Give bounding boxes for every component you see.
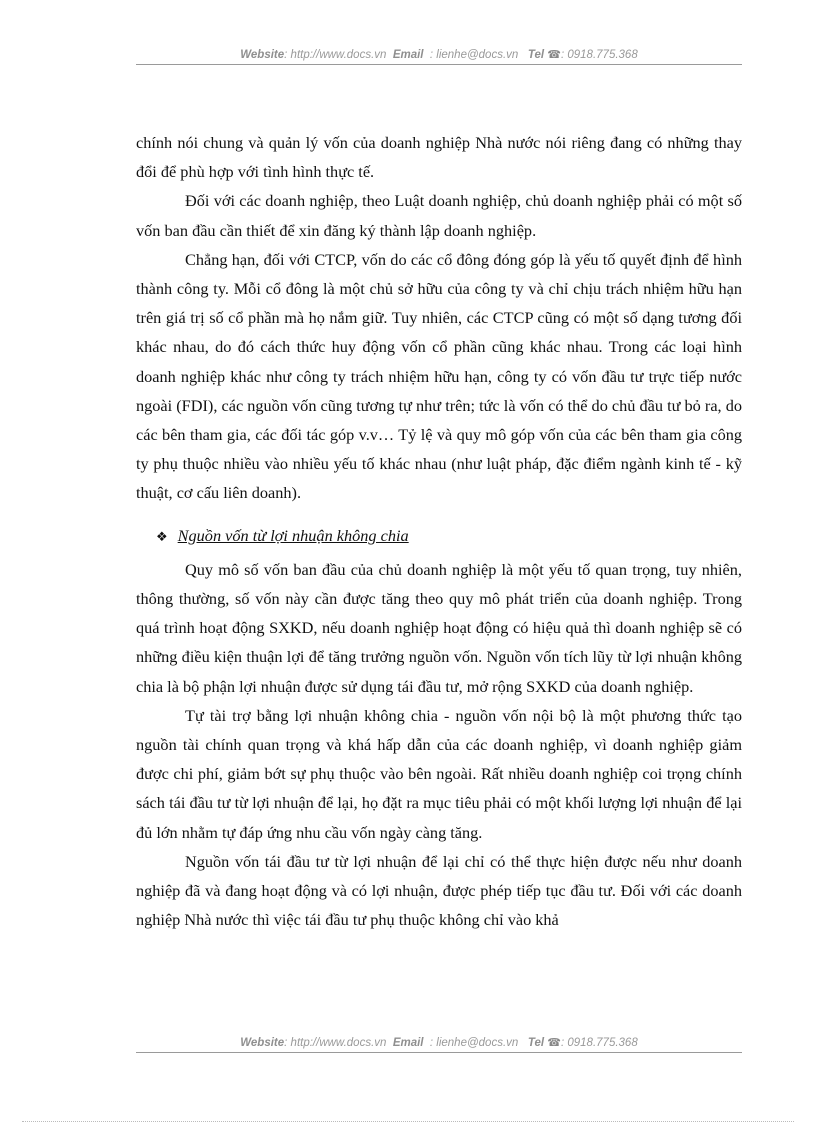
website-url: : http://www.docs.vn bbox=[284, 49, 387, 61]
paragraph: Nguồn vốn tái đầu tư từ lợi nhuận để lại chỉ có thể thực hiện được nếu như doanh nghiệp đã và đang hoạt động và có lợi nhuận, được phép tiếp tục đầu tư. Đối với các doanh nghiệp Nhà nước thì việc tái đầu tư phụ thuộc không chỉ vào khả bbox=[136, 851, 742, 930]
tel-label: Tel bbox=[527, 1037, 545, 1049]
paragraph: Chẳng hạn, đối với CTCP, vốn do các cổ đông đóng góp là yếu tố quyết định để hình thành công ty. Mỗi cổ đông là một chủ sở hữu của công ty và chỉ chịu trách nhiệm hữu hạn trên giá trị số cổ phần mà họ nắm giữ. Tuy nhiên, các CTCP cũng có một số dạng tương đối khác nhau, do đó cách thức huy động vốn cổ phần cũng khác nhau. Trong các loại hình doanh nghiệp khác như công ty trách nhiệm hữu hạn, công ty có vốn đầu tư trực tiếp nước ngoài (FDI), các nguồn vốn cũng tương tự như trên; tức là vốn có thể do chủ đầu tư bỏ ra, do các bên tham gia, các đối tác góp v.v… Tỷ lệ và quy mô góp vốn của các bên tham gia công ty phụ thuộc nhiều vào nhiều yếu tố khác nhau (như luật pháp, đặc điểm ngành kinh tế - kỹ thuật, cơ cấu liên doanh). bbox=[136, 249, 742, 503]
email-address: : lienhe@docs.vn bbox=[429, 49, 519, 61]
paragraph: Quy mô số vốn ban đầu của chủ doanh nghiệp là một yếu tố quan trọng, tuy nhiên, thông thường, số vốn này cần được tăng theo quy mô phát triển của doanh nghiệp. Trong quá trình hoạt động SXKD, nếu doanh nghiệp hoạt động có hiệu quả thì doanh nghiệp sẽ có những điều kiện thuận lợi để tăng trưởng nguồn vốn. Nguồn vốn tích lũy từ lợi nhuận không chia là bộ phận lợi nhuận được sử dụng tái đầu tư, mở rộng SXKD của doanh nghiệp. bbox=[136, 559, 742, 696]
page-bottom-divider bbox=[22, 1121, 794, 1122]
tel-label: Tel bbox=[527, 49, 545, 61]
page-header bbox=[136, 48, 742, 65]
email-label: Email bbox=[392, 49, 424, 61]
website-label: Website bbox=[240, 1037, 285, 1049]
tel-number: : 0918.775.368 bbox=[560, 1037, 638, 1049]
diamond-bullet-icon: ❖ bbox=[156, 529, 168, 545]
document-body bbox=[136, 128, 742, 934]
section-heading bbox=[136, 521, 742, 552]
paragraph: chính nói chung và quản lý vốn của doanh nghiệp Nhà nước nói riêng đang có những thay đổi để phù hợp với tình hình thực tế. bbox=[136, 133, 742, 182]
paragraph: Đối với các doanh nghiệp, theo Luật doanh nghiệp, chủ doanh nghiệp phải có một số vốn ban đầu cần thiết để xin đăng ký thành lập doanh nghiệp. bbox=[136, 191, 742, 240]
email-address: : lienhe@docs.vn bbox=[429, 1037, 519, 1049]
paragraph: Tự tài trợ bằng lợi nhuận không chia - nguồn vốn nội bộ là một phương thức tạo nguồn tài chính quan trọng và khá hấp dẫn của các doanh nghiệp, vì doanh nghiệp giảm được chi phí, giảm bớt sự phụ thuộc vào bên ngoài. Rất nhiều doanh nghiệp coi trọng chính sách tái đầu tư từ lợi nhuận để lại, họ đặt ra mục tiêu phải có một khối lượng lợi nhuận để lại đủ lớn nhằm tự đáp ứng nhu cầu vốn ngày càng tăng. bbox=[136, 705, 742, 842]
email-label: Email bbox=[392, 1037, 424, 1049]
page-footer bbox=[136, 1036, 742, 1053]
section-heading-title: Nguồn vốn từ lợi nhuận không chia bbox=[177, 525, 409, 545]
phone-icon: ☎ bbox=[547, 49, 561, 61]
website-label: Website bbox=[240, 49, 285, 61]
website-url: : http://www.docs.vn bbox=[284, 1037, 387, 1049]
tel-number: : 0918.775.368 bbox=[560, 49, 638, 61]
phone-icon: ☎ bbox=[547, 1037, 561, 1049]
